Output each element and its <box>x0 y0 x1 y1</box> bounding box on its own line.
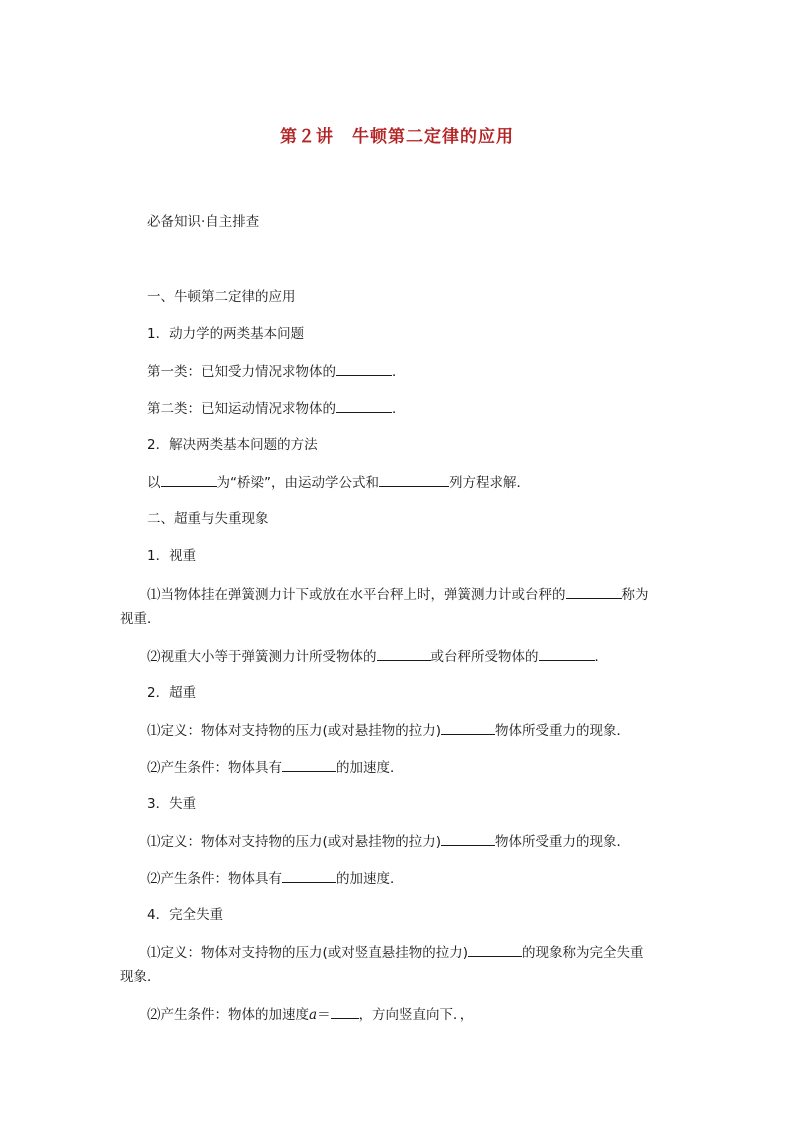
fill-blank[interactable] <box>331 1004 359 1019</box>
s3-p2: ⑵产生条件：物体具有 的加速度． <box>147 868 404 889</box>
part1-heading: 一、牛顿第二定律的应用 <box>147 289 296 305</box>
fill-blank[interactable] <box>377 646 431 661</box>
s1-p1: ⑴当物体挂在弹簧测力计下或放在水平台秤上时，弹簧测力计或台秤的 称为 <box>147 584 649 605</box>
fill-blank[interactable] <box>441 720 495 735</box>
item1-line2-text: 第二类：已知运动情况求物体的 <box>147 401 336 417</box>
s2-p2: ⑵产生条件：物体具有 的加速度． <box>147 757 404 778</box>
s1-p1-cont: 视重． <box>120 611 161 627</box>
s4-p2: ⑵产生条件：物体的加速度a＝ ，方向竖直向下．， <box>147 1004 473 1025</box>
fill-blank[interactable] <box>282 868 336 883</box>
s4-p1-cont: 现象． <box>120 969 161 985</box>
item2-heading: 2．解决两类基本问题的方法 <box>147 437 318 453</box>
fill-blank[interactable] <box>566 584 622 599</box>
item1-line2: 第二类：已知运动情况求物体的 ． <box>147 398 406 419</box>
s3-heading: 3．失重 <box>147 796 197 812</box>
item1-line1: 第一类：已知受力情况求物体的 ． <box>147 361 406 382</box>
fill-blank[interactable] <box>379 472 449 487</box>
variable-a: a <box>309 1007 318 1023</box>
fill-blank[interactable] <box>282 757 336 772</box>
part2-heading: 二、超重与失重现象 <box>147 511 269 527</box>
page-title: 第２讲 牛顿第二定律的应用 <box>280 127 514 147</box>
s3-p1: ⑴定义：物体对支持物的压力(或对悬挂物的拉力) 物体所受重力的现象． <box>147 831 630 852</box>
fill-blank[interactable] <box>336 361 392 376</box>
section-label: 必备知识·自主排查 <box>147 214 260 230</box>
s1-p2: ⑵视重大小等于弹簧测力计所受物体的 或台秤所受物体的 ． <box>147 646 608 667</box>
fill-blank[interactable] <box>441 831 495 846</box>
item2-line: 以 为“桥梁”，由运动学公式和 列方程求解． <box>147 472 530 493</box>
s2-heading: 2．超重 <box>147 685 197 701</box>
fill-blank[interactable] <box>336 398 392 413</box>
s4-heading: 4．完全失重 <box>147 907 224 923</box>
s2-p1: ⑴定义：物体对支持物的压力(或对悬挂物的拉力) 物体所受重力的现象． <box>147 720 630 741</box>
item1-line1-text: 第一类：已知受力情况求物体的 <box>147 364 336 380</box>
fill-blank[interactable] <box>468 942 522 957</box>
s4-p1: ⑴定义：物体对支持物的压力(或对竖直悬挂物的拉力) 的现象称为完全失重 <box>147 942 644 963</box>
fill-blank[interactable] <box>161 472 217 487</box>
fill-blank[interactable] <box>539 646 595 661</box>
s1-heading: 1．视重 <box>147 548 197 564</box>
item1-heading: 1．动力学的两类基本问题 <box>147 326 305 342</box>
